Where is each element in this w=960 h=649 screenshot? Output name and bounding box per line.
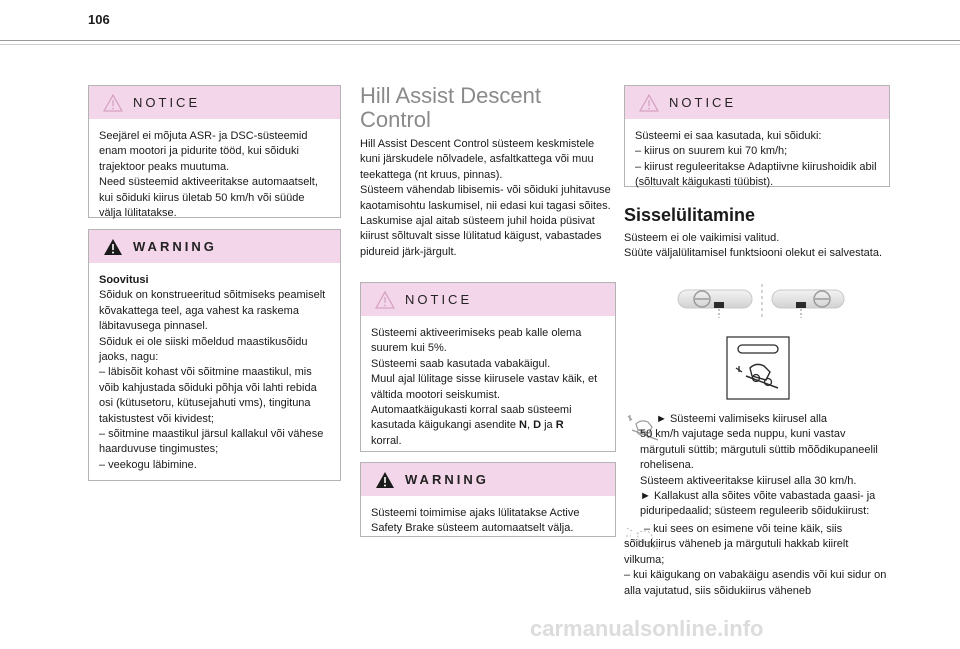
separator: ja	[541, 419, 556, 432]
warning-title: WARNING	[133, 239, 217, 254]
watermark: carmanualsonline.info	[530, 616, 764, 641]
gear-n: N	[519, 419, 527, 432]
notice-text-end: korral.	[371, 434, 402, 447]
notice-title: NOTICE	[405, 292, 473, 307]
warning-triangle-icon	[103, 238, 123, 256]
header-rule	[0, 40, 960, 41]
warning-header	[89, 230, 340, 263]
notice-header	[89, 86, 340, 119]
warning-text: Sõiduk on konstrueeritud sõitmiseks peamiselt kõvakattega teel, aga vahest ka raskema läbitavusega pinnasel. Sõiduk ei ole siiski mõeldud maastikusõidu jaoks, nagu: – läbisõit kohast või sõitmine maastikul, mis võib kahjustada sõiduki põhja või lahti rebida osi (kütusetoru, kütusejahuti vms), tingituna takistustest või kividest; – sõitmine maastikul järsul kallakul või vähese haarduvuse tingimustes; – veekogu läbimine.	[99, 289, 326, 471]
notice-text: Süsteemi aktiveerimiseks peab kalle olema suurem kui 5%. Süsteemi saab kasutada vabakäigul. Muul ajal lülitage sisse kiirusele vastav käik, et vältida mootori seiskumist. Automaatkäigukasti korral saab süsteemi kasutada käigukangi asendite	[371, 327, 598, 432]
notice-box-unavailable	[624, 85, 890, 187]
notice-body	[361, 316, 615, 457]
hill-descent-button-icon	[726, 336, 790, 400]
notice-box-asr	[88, 85, 341, 218]
notice-triangle-icon	[639, 94, 659, 112]
section-heading-activation: Sisselülitamine	[624, 205, 756, 225]
warning-header	[361, 463, 615, 496]
notice-body: Süsteemi ei saa kasutada, kui sõiduki: – kiirus on suurem kui 70 km/h; – kiirust reguleeritakse Adaptiivne kiirushoidik abil (sõltuvalt käigukasti tüübist).	[635, 130, 877, 189]
activation-intro: Süsteem ei ole vaikimisi valitud. Süüte väljalülitamisel funktsiooni olekut ei salvestata.	[624, 232, 883, 260]
warning-lead: Soovitusi	[99, 274, 149, 286]
warning-box-active-safety-brake	[360, 462, 616, 537]
warning-triangle-icon	[375, 471, 395, 489]
notice-triangle-icon	[103, 94, 123, 112]
notice-header	[625, 86, 889, 119]
notice-triangle-icon	[375, 291, 395, 309]
warning-body	[89, 263, 340, 481]
section-heading-hill-assist: Hill Assist Descent Control	[360, 83, 541, 132]
separator: ,	[526, 419, 534, 432]
notice-header	[361, 283, 615, 316]
warning-box-recommendations	[88, 229, 341, 481]
header-rule-secondary	[0, 44, 960, 45]
page-number: 106	[88, 12, 110, 27]
notice-box-activation	[360, 282, 616, 452]
activation-step-2: – kui sees on esimene või teine käik, siis sõidukiirus väheneb ja märgutuli hakkab kiirelt vilkuma; – kui käigukang on vabakäigu asendis või kui sidur on alla vajutatud, siis sõidukiirus väheneb	[624, 523, 887, 597]
notice-title: NOTICE	[669, 95, 737, 110]
warning-body: Süsteemi toimimise ajaks lülitatakse Active Safety Brake süsteem automaatselt välja.	[371, 507, 580, 535]
gear-r: R	[555, 419, 564, 432]
warning-title: WARNING	[405, 472, 489, 487]
notice-body: Seejärel ei mõjuta ASR- ja DSC-süsteemid enam mootori ja pidurite tööd, kui sõiduki trajektoor peaks muutuma. Need süsteemid aktiveeritakse automaatselt, kui sõiduki kiirus ületab 50 km/h või süüde välja lülitatakse.	[99, 130, 318, 220]
dashboard-controls-illustration	[676, 282, 846, 322]
hill-assist-intro: Hill Assist Descent Control süsteem keskmistele kuni järskudele nõlvadele, asfaltkattega või muu teekattega (nt kruus, pinnas). Süsteem vähendab libisemis- või sõiduki juhitavuse kaotamisohtu laskumisel, nii edasi kui tagasi sõites. Laskumise ajal aitab süsteem juhil hoida püsivat kiirust sõltuvalt sisse lülitatud käigust, vabastades pidureid järk-järgult.	[360, 138, 611, 258]
gear-d: D	[533, 419, 542, 432]
activation-step-1: ► Süsteemi valimiseks kiirusel alla 50 km/h vajutage seda nuppu, kuni vastav märgutuli süttib; märgutuli süttib mõõdikupaneelil rohelisena. Süsteem aktiveeritakse kiirusel alla 30 km/h. ► Kallakust alla sõites võite vabastada gaasi- ja piduripedaalid; süsteem reguleerib sõidukiirust:	[640, 413, 878, 518]
notice-title: NOTICE	[133, 95, 201, 110]
